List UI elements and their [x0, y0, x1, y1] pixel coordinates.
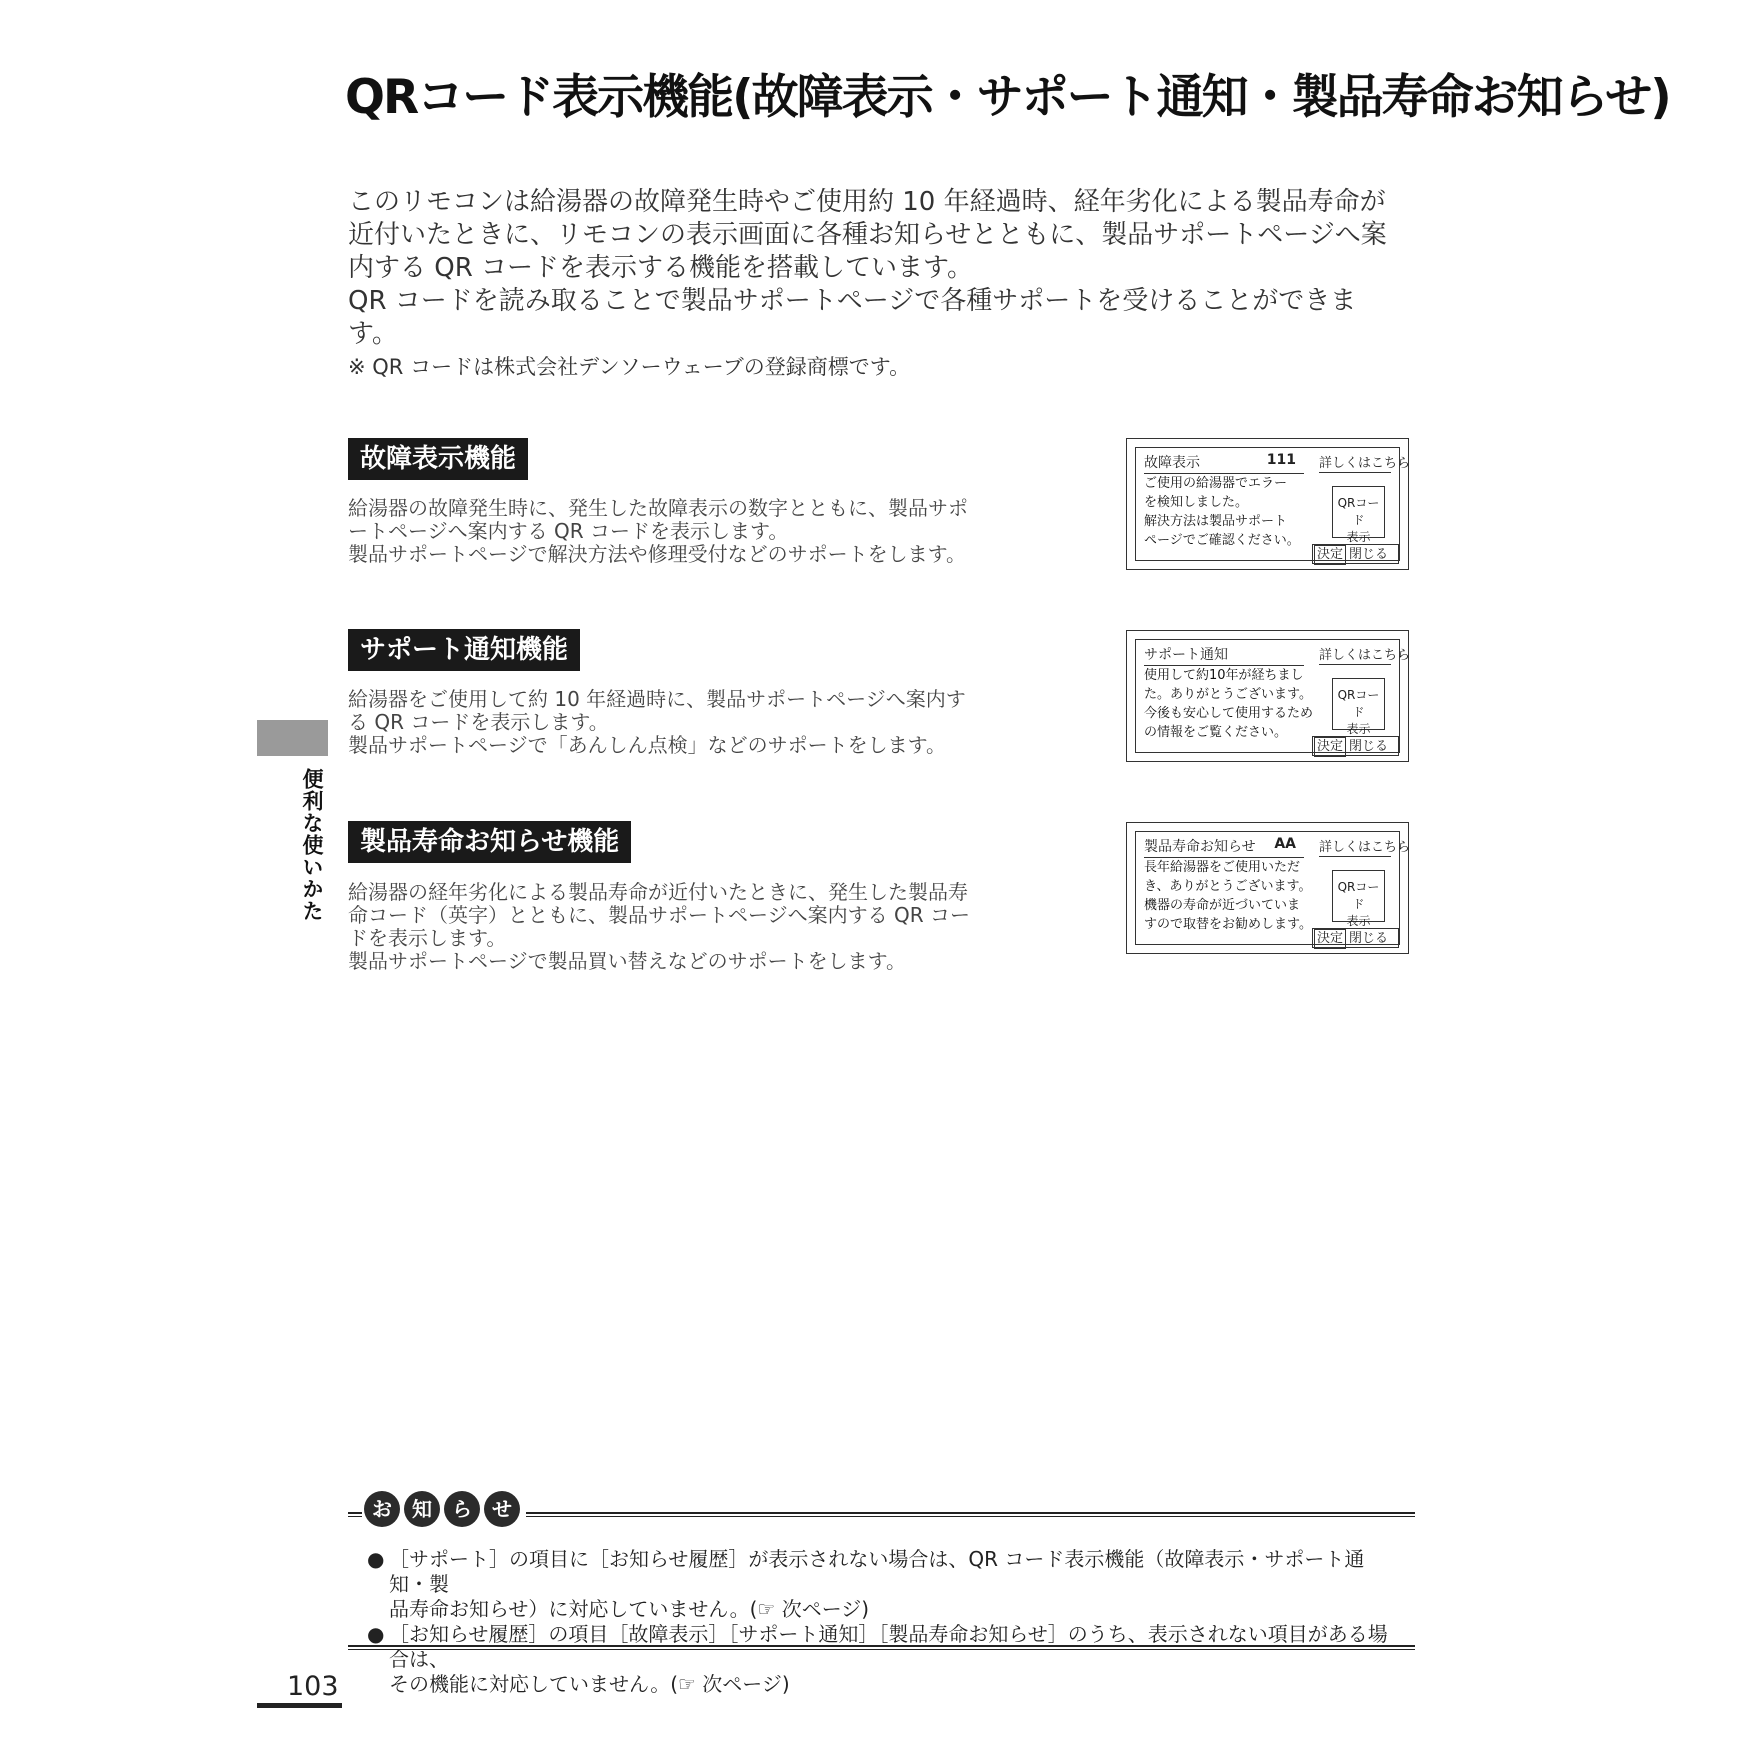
remote-screen-support: [1126, 630, 1409, 762]
screen-message: 長年給湯器をご使用いただ き、ありがとうございます。 機器の寿命が近づいていま すので取替をお勧めします。: [1144, 860, 1312, 932]
notice-line-text: 品寿命お知らせ）に対応していません。(☞ 次ページ): [389, 1597, 870, 1621]
confirm-button[interactable]: 決定: [1314, 929, 1346, 949]
section-heading-fault: 故障表示機能: [348, 438, 528, 480]
section-line: 給湯器をご使用して約 10 年経過時に、製品サポートページへ案内す: [348, 687, 966, 711]
screen-buttons: [1312, 544, 1399, 564]
screen-message: 使用して約10年が経ちまし た。ありがとうございます。 今後も安心して使用するため の情報をご覧ください。: [1144, 668, 1314, 740]
section-line: ドを表示します。: [348, 926, 507, 950]
bullet-icon: ●: [367, 1547, 385, 1571]
remote-screen-lifespan: [1126, 822, 1409, 954]
details-link[interactable]: 詳しくはこちら: [1319, 836, 1391, 857]
section-body-support: [348, 688, 998, 757]
screen-frame: [1135, 831, 1411, 946]
screen-title: サポート通知: [1144, 644, 1304, 666]
screen-message: ご使用の給湯器でエラー を検知しました。 解決方法は製品サポート ページでご確認ください。: [1144, 476, 1300, 548]
intro-line: このリモコンは給湯器の故障発生時やご使用約 10 年経過時、経年劣化による製品寿命が: [348, 187, 1386, 217]
intro-line: す。: [348, 319, 398, 349]
page-number: 103: [287, 1671, 339, 1702]
screen-title: 製品寿命お知らせ AA: [1144, 836, 1304, 858]
remote-screen-fault: [1126, 438, 1409, 570]
trademark-note: ※ QR コードは株式会社デンソーウェーブの登録商標です。: [348, 355, 911, 379]
screen-buttons: [1312, 736, 1399, 756]
notice-badge: せ: [484, 1491, 520, 1527]
error-code: AA: [1274, 836, 1296, 852]
section-line: 製品サポートページで製品買い替えなどのサポートをします。: [348, 949, 906, 973]
notice-rule-bottom: [348, 1645, 1415, 1650]
section-line: 命コード（英字）とともに、製品サポートページへ案内する QR コー: [348, 903, 970, 927]
error-code: 111: [1266, 452, 1296, 468]
screen-title: 故障表示 111: [1144, 452, 1304, 474]
details-link[interactable]: 詳しくはこちら: [1319, 452, 1391, 473]
screen-frame: [1135, 639, 1411, 754]
notice-rule-right: [526, 1512, 1415, 1517]
notice-line-text: その機能に対応していません。(☞ 次ページ): [389, 1672, 790, 1696]
close-button[interactable]: 閉じる: [1349, 931, 1389, 946]
confirm-button[interactable]: 決定: [1314, 737, 1346, 757]
chapter-label: 便利な使いかた: [300, 768, 324, 922]
section-line: 製品サポートページで解決方法や修理受付などのサポートをします。: [348, 542, 966, 566]
section-line: 製品サポートページで「あんしん点検」などのサポートをします。: [348, 733, 946, 757]
section-body-fault: [348, 497, 998, 566]
notice-line-text: ［お知らせ履歴］の項目［故障表示］［サポート通知］［製品寿命お知らせ］のうち、表示されない項目がある場合は、: [389, 1622, 1388, 1671]
screen-buttons: [1312, 928, 1399, 948]
bullet-icon: ●: [367, 1622, 385, 1646]
intro-line: QR コードを読み取ることで製品サポートページで各種サポートを受けることができま: [348, 286, 1357, 316]
notice-badge: 知: [404, 1491, 440, 1527]
section-line: 給湯器の経年劣化による製品寿命が近付いたときに、発生した製品寿: [348, 880, 968, 904]
section-line: ートページへ案内する QR コードを表示します。: [348, 519, 789, 543]
notice-item: [367, 1547, 1397, 1622]
page-title: QRコード表示機能(故障表示・サポート通知・製品寿命お知らせ): [345, 70, 1670, 125]
page-number-rule: [257, 1703, 342, 1708]
details-link[interactable]: 詳しくはこちら: [1319, 644, 1391, 665]
notice-badge: ら: [444, 1491, 480, 1527]
notice-item: [367, 1622, 1397, 1697]
intro-line: 近付いたときに、リモコンの表示画面に各種お知らせとともに、製品サポートページへ案: [348, 220, 1387, 250]
notice-rule-left: [348, 1512, 362, 1517]
notice-list: [367, 1547, 1397, 1697]
notice-badge: お: [364, 1491, 400, 1527]
section-line: る QR コードを表示します。: [348, 710, 609, 734]
chapter-tab-marker: [257, 720, 328, 756]
section-heading-lifespan: 製品寿命お知らせ機能: [348, 821, 631, 863]
section-line: 給湯器の故障発生時に、発生した故障表示の数字とともに、製品サポ: [348, 496, 968, 520]
confirm-button[interactable]: 決定: [1314, 545, 1346, 565]
close-button[interactable]: 閉じる: [1349, 739, 1389, 754]
intro-text: [348, 186, 1420, 381]
screen-frame: [1135, 447, 1411, 562]
intro-line: 内する QR コードを表示する機能を搭載しています。: [348, 253, 973, 283]
qr-code-placeholder: QRコード 表示: [1332, 870, 1385, 922]
section-heading-support: サポート通知機能: [348, 629, 580, 671]
notice-line-text: ［サポート］の項目に［お知らせ履歴］が表示されない場合は、QR コード表示機能（故障表示・サポート通知・製: [389, 1547, 1365, 1596]
close-button[interactable]: 閉じる: [1349, 547, 1389, 562]
section-body-lifespan: [348, 881, 998, 973]
notice-heading: [364, 1491, 520, 1527]
qr-code-placeholder: QRコード 表示: [1332, 678, 1385, 730]
qr-code-placeholder: QRコード 表示: [1332, 486, 1385, 538]
